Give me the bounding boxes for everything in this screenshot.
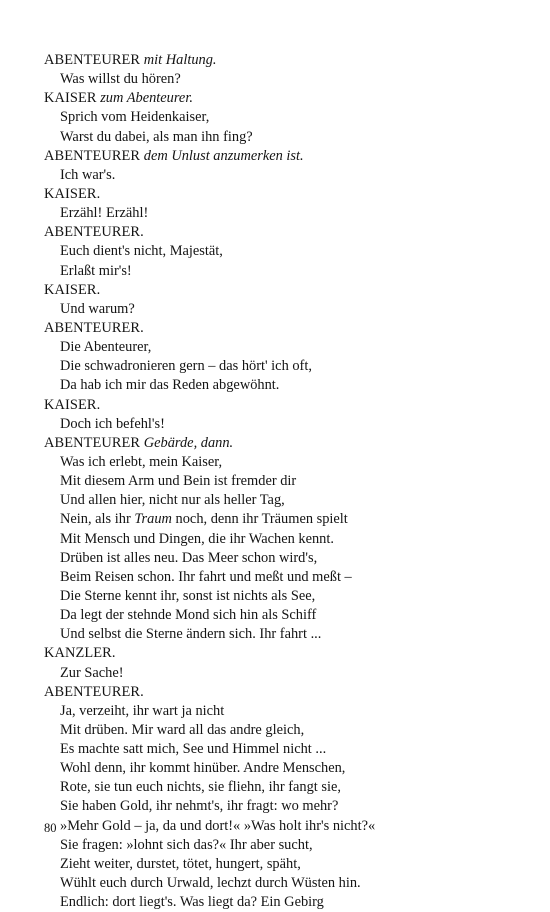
verse-line <box>44 721 524 740</box>
verse-line <box>44 664 524 683</box>
verse-text: Zieht weiter, durstet, tötet, hungert, späht, <box>60 855 301 872</box>
speaker-name: ABENTEURER <box>44 434 141 451</box>
verse-line <box>44 357 524 376</box>
verse-text: Und selbst die Sterne ändern sich. Ihr fahrt ... <box>60 626 322 643</box>
verse-text: Euch dient's nicht, Majestät, <box>60 243 223 260</box>
speaker-name: KAISER. <box>44 281 101 298</box>
verse-line <box>44 778 524 797</box>
verse-text: Was ich erlebt, mein Kaiser, <box>60 453 223 470</box>
verse-text: Die schwadronieren gern – das hört' ich oft, <box>60 358 312 375</box>
verse-text: Zur Sache! <box>60 664 124 681</box>
emphasized-word: Traum <box>134 511 172 528</box>
speaker-line <box>44 396 524 415</box>
verse-line <box>44 530 524 549</box>
verse-text: Sie haben Gold, ihr nehmt's, ihr fragt: wo mehr? <box>60 798 339 815</box>
verse-text-continued: noch, denn ihr Träumen spielt <box>171 511 348 528</box>
verse-line <box>44 625 524 644</box>
verse-text: Beim Reisen schon. Ihr fahrt und meßt und meßt – <box>60 568 352 585</box>
speaker-line <box>44 644 524 663</box>
verse-text: »Mehr Gold – ja, da und dort!« »Was holt ihr's nicht?« <box>60 817 376 834</box>
verse-line <box>44 759 524 778</box>
verse-text: Da legt der stehnde Mond sich hin als Schiff <box>60 607 317 624</box>
verse-text: Sie fragen: »lohnt sich das?« Ihr aber sucht, <box>60 836 313 853</box>
stage-direction: zum Abenteurer. <box>100 90 193 107</box>
verse-line <box>44 108 524 127</box>
stage-direction: dem Unlust anzumerken ist. <box>143 147 304 164</box>
verse-line <box>44 128 524 147</box>
verse-line <box>44 874 524 893</box>
verse-line <box>44 702 524 721</box>
verse-line <box>44 836 524 855</box>
speaker-name: KAISER <box>44 90 97 107</box>
drama-text <box>44 51 524 912</box>
speaker-name: KAISER. <box>44 396 101 413</box>
speaker-line <box>44 51 524 70</box>
verse-text: Und allen hier, nicht nur als heller Tag, <box>60 492 285 509</box>
verse-text: Erzähl! Erzähl! <box>60 205 149 222</box>
speaker-name: ABENTEURER. <box>44 683 144 700</box>
verse-line <box>44 817 524 836</box>
verse-line <box>44 242 524 261</box>
verse-text: Mit diesem Arm und Bein ist fremder dir <box>60 473 297 490</box>
verse-line <box>44 453 524 472</box>
verse-line <box>44 262 524 281</box>
verse-text: Warst du dabei, als man ihn fing? <box>60 128 253 145</box>
verse-text: Mit Mensch und Dingen, die ihr Wachen kennt. <box>60 530 334 547</box>
stage-direction: Gebärde, dann. <box>143 434 234 451</box>
verse-text: Was willst du hören? <box>60 71 181 88</box>
speaker-name: ABENTEURER <box>44 52 141 68</box>
verse-line <box>44 166 524 185</box>
speaker-name: KAISER. <box>44 185 101 202</box>
verse-text: Doch ich befehl's! <box>60 415 165 432</box>
verse-line <box>44 568 524 587</box>
speaker-line <box>44 683 524 702</box>
speaker-line <box>44 281 524 300</box>
verse-text: Die Abenteurer, <box>60 339 152 356</box>
speaker-line <box>44 319 524 338</box>
verse-text: Endlich: dort liegt's. Was liegt da? Ein Gebirg <box>60 894 324 911</box>
verse-line <box>44 491 524 510</box>
speaker-name: ABENTEURER. <box>44 224 144 241</box>
verse-line <box>44 472 524 491</box>
speaker-line <box>44 185 524 204</box>
verse-text: Es machte satt mich, See und Himmel nicht ... <box>60 741 327 758</box>
speaker-name: ABENTEURER. <box>44 319 144 336</box>
speaker-line <box>44 89 524 108</box>
speaker-line <box>44 223 524 242</box>
verse-line <box>44 338 524 357</box>
verse-line <box>44 510 524 529</box>
verse-line <box>44 70 524 89</box>
verse-line <box>44 606 524 625</box>
stage-direction: mit Haltung. <box>143 52 217 68</box>
verse-line <box>44 376 524 395</box>
verse-text: Die Sterne kennt ihr, sonst ist nichts als See, <box>60 587 316 604</box>
speaker-name: KANZLER. <box>44 645 116 662</box>
verse-line <box>44 415 524 434</box>
verse-text: Ja, verzeiht, ihr wart ja nicht <box>60 702 225 719</box>
verse-text: Mit drüben. Mir ward all das andre gleich, <box>60 721 305 738</box>
verse-text: Da hab ich mir das Reden abgewöhnt. <box>60 377 280 394</box>
verse-text: Wühlt euch durch Urwald, lechzt durch Wüsten hin. <box>60 875 361 892</box>
verse-line <box>44 300 524 319</box>
verse-text: Ich war's. <box>60 166 116 183</box>
speaker-line <box>44 147 524 166</box>
verse-text: Rote, sie tun euch nichts, sie fliehn, ihr fangt sie, <box>60 779 341 796</box>
verse-text: Erlaßt mir's! <box>60 262 132 279</box>
speaker-line <box>44 434 524 453</box>
verse-text: Wohl denn, ihr kommt hinüber. Andre Menschen, <box>60 760 346 777</box>
verse-text: Nein, als ihr <box>60 511 135 528</box>
verse-line <box>44 855 524 874</box>
verse-line <box>44 204 524 223</box>
verse-line <box>44 549 524 568</box>
page-number: 80 <box>44 821 57 835</box>
verse-line <box>44 797 524 816</box>
verse-line <box>44 740 524 759</box>
verse-line <box>44 587 524 606</box>
verse-text: Drüben ist alles neu. Das Meer schon wird's, <box>60 549 318 566</box>
verse-text: Und warum? <box>60 300 135 317</box>
speaker-name: ABENTEURER <box>44 147 141 164</box>
verse-text: Sprich vom Heidenkaiser, <box>60 109 210 126</box>
verse-line <box>44 893 524 912</box>
